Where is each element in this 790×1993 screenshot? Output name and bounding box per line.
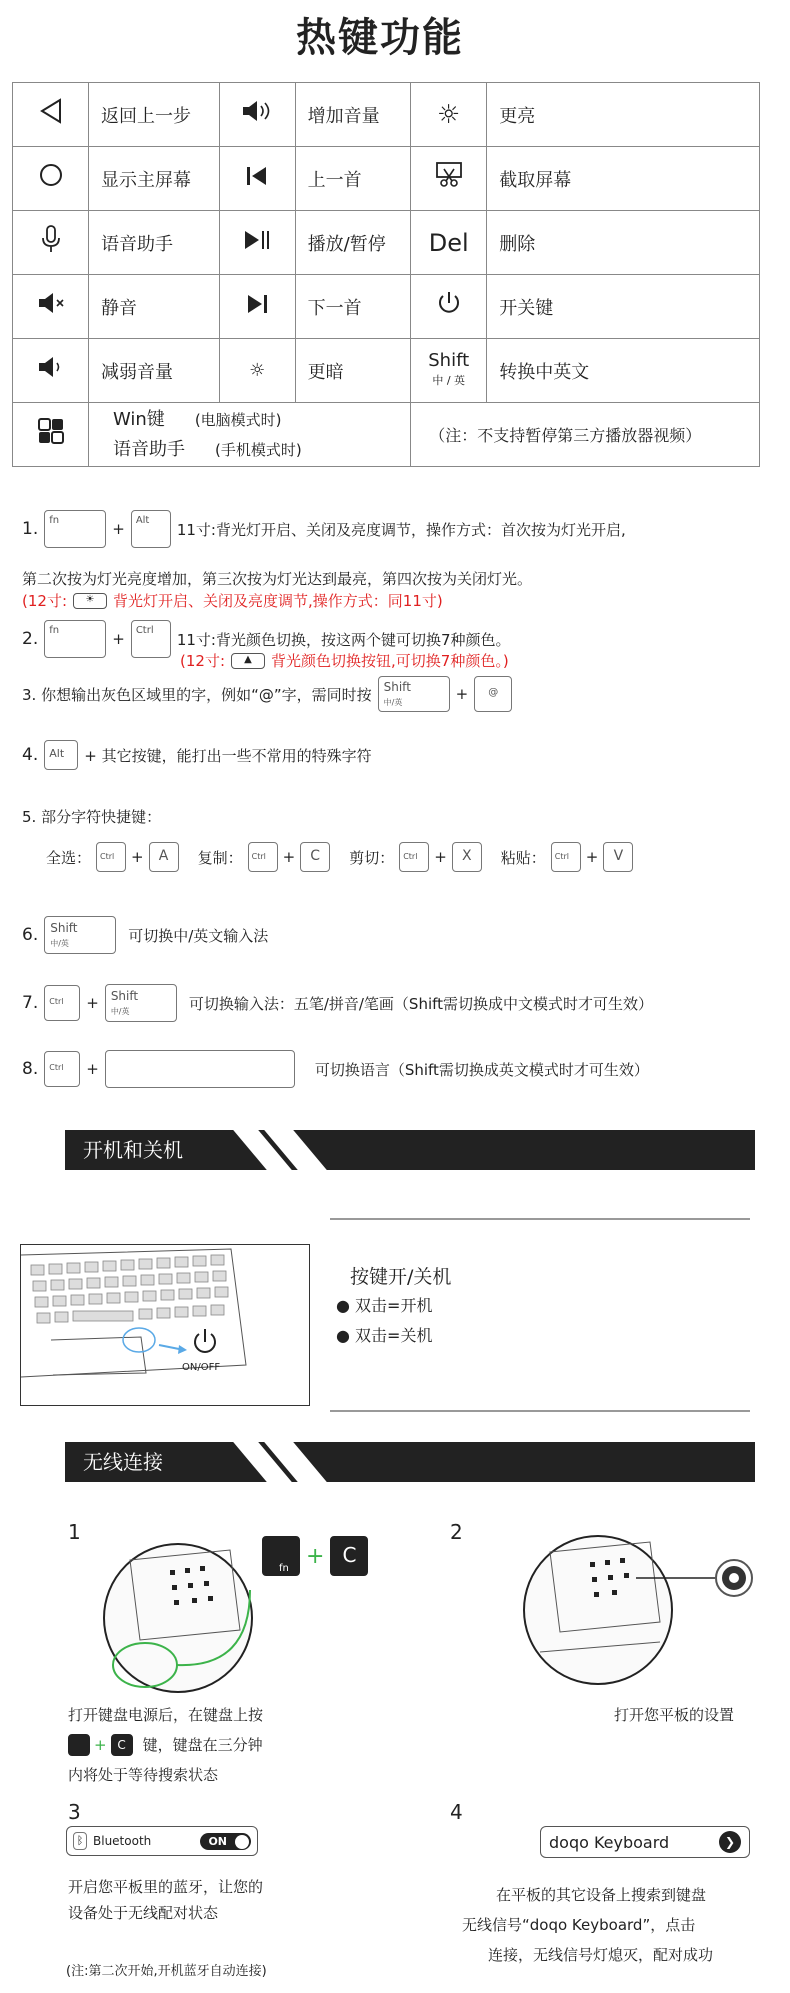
step-3-note: (注:第二次开始,开机蓝牙自动连接) xyxy=(66,1964,267,1979)
shift-key-sub: 中 / 英 xyxy=(432,373,466,387)
wireless-section-header xyxy=(65,1442,755,1482)
space-key xyxy=(105,1050,295,1088)
instruction-8 xyxy=(22,1050,649,1088)
c-key: C xyxy=(330,1536,368,1576)
fn-key: fn xyxy=(44,510,106,548)
hotkey-label: 显示主屏幕 xyxy=(89,147,220,211)
step-1-text-c: 内将处于等待搜索状态 xyxy=(68,1766,219,1784)
bullet-text: 双击=关机 xyxy=(355,1326,433,1345)
win-mode-phone: (手机模式时) xyxy=(215,440,302,459)
instruction-number: 1. xyxy=(22,519,39,539)
hotkey-label: 转换中英文 xyxy=(487,339,760,403)
bullet-text: 双击=开机 xyxy=(355,1296,433,1315)
backlight-key-icon: ☀ xyxy=(73,593,107,609)
voice-assistant-label: 语音助手 xyxy=(113,438,185,460)
play-pause-icon xyxy=(219,211,295,275)
instruction-text: 11寸:背光灯开启、关闭及亮度调节，操作方式：首次按为灯光开启, xyxy=(176,520,626,539)
cut-label: 剪切： xyxy=(349,848,395,867)
hotkey-label: 增加音量 xyxy=(295,83,411,147)
step-1-line2 xyxy=(68,1730,263,1765)
hotkey-label: 上一首 xyxy=(295,147,411,211)
instruction-text: 3. 你想输出灰色区域里的字，例如“@”字，需同时按 xyxy=(22,685,372,704)
bluetooth-toggle[interactable] xyxy=(200,1833,251,1850)
shift-key-text: Shift xyxy=(428,349,470,371)
toggle-label: ON xyxy=(208,1834,227,1848)
hotkey-label: 播放/暂停 xyxy=(295,211,411,275)
back-icon xyxy=(13,83,89,147)
page-title: 热键功能 xyxy=(296,15,464,61)
instruction-7 xyxy=(22,984,653,1022)
keyboard-illustration xyxy=(20,1244,310,1406)
instruction-1-line2: 第二次按为灯光亮度增加，第三次按为灯光达到最亮，第四次按为关闭灯光。 xyxy=(22,570,533,588)
step-1-text-a: 打开键盘电源后，在键盘上按 xyxy=(68,1706,264,1724)
instruction-text: 11寸:背光颜色切换，按这两个键可切换7种颜色。 xyxy=(176,630,511,649)
hotkey-label: 减弱音量 xyxy=(89,339,220,403)
step-2-number: 2 xyxy=(450,1520,463,1544)
volume-down-icon xyxy=(13,339,89,403)
hotkey-label: 开关键 xyxy=(487,275,760,339)
power-section-header xyxy=(65,1130,755,1170)
instruction-text: 可切换输入法：五笔/拼音/笔画（Shift需切换成中文模式时才可生效） xyxy=(188,994,654,1013)
step-4-number: 4 xyxy=(450,1800,463,1824)
a-key: A xyxy=(149,842,179,872)
shift-key-text: Shift xyxy=(383,680,411,694)
power-bullet-2: ● 双击=关机 xyxy=(336,1326,433,1345)
v-key: V xyxy=(603,842,633,872)
fn-c-keys xyxy=(262,1536,368,1576)
step-3-text-a: 开启您平板里的蓝牙，让您的 xyxy=(68,1878,264,1896)
divider xyxy=(330,1410,750,1412)
power-icon xyxy=(190,1326,220,1360)
alt-key: Alt xyxy=(44,740,78,770)
c-key: C xyxy=(111,1734,133,1756)
power-bullet-1: ● 双击=开机 xyxy=(336,1296,433,1315)
paste-label: 粘贴： xyxy=(500,848,546,867)
ctrl-key: Ctrl xyxy=(96,842,126,872)
hotkey-label: 返回上一步 xyxy=(89,83,220,147)
instruction-text: 可切换语言（Shift需切换成英文模式时才可生效） xyxy=(314,1060,649,1079)
shift-key-sub: 中/英 xyxy=(110,1007,130,1016)
instruction-number: 7. xyxy=(22,993,39,1013)
microphone-icon xyxy=(13,211,89,275)
bluetooth-setting-row xyxy=(66,1826,258,1856)
instruction-1 xyxy=(22,510,626,548)
fn-key: fn xyxy=(44,620,106,658)
select-all-label: 全选： xyxy=(46,848,92,867)
shift-key xyxy=(378,676,450,712)
ctrl-key: Ctrl xyxy=(399,842,429,872)
instruction-4 xyxy=(22,740,372,770)
table-note: （注：不支持暂停第三方播放器视频） xyxy=(411,403,760,467)
section-title: 开机和关机 xyxy=(83,1138,183,1162)
plus-sign: + xyxy=(112,520,125,538)
win-mode-pc: (电脑模式时) xyxy=(194,410,282,429)
del-key-icon: Del xyxy=(411,211,487,275)
ctrl-key: Ctrl xyxy=(44,985,80,1021)
shift-key-sub: 中/英 xyxy=(383,698,403,707)
power-icon xyxy=(411,275,487,339)
tablet-settings-illustration xyxy=(520,1532,760,1696)
step-3-number: 3 xyxy=(68,1800,81,1824)
hotkey-label: 更亮 xyxy=(487,83,760,147)
win-key-label: Win键 xyxy=(113,408,165,430)
plus-sign: + xyxy=(112,630,125,648)
shift-key xyxy=(105,984,177,1022)
home-icon xyxy=(13,147,89,211)
fn-key: fn xyxy=(68,1734,90,1756)
instruction-6 xyxy=(22,916,268,954)
power-title: 按键开/关机 xyxy=(350,1266,452,1288)
step-4-text-b: 无线信号“doqo Keyboard”，点击 xyxy=(462,1916,696,1934)
shift-key xyxy=(44,916,116,954)
next-track-icon xyxy=(219,275,295,339)
red-prefix: (12寸: xyxy=(22,592,67,610)
shortcut-row: 全选： Ctrl + A 复制： Ctrl + C 剪切： Ctrl + X 粘贴： Ctrl + V xyxy=(46,842,633,872)
shift-key-sub: 中/英 xyxy=(50,939,69,948)
ctrl-key: Ctrl xyxy=(44,1051,80,1087)
plus-sign: + xyxy=(455,685,469,703)
section-title: 无线连接 xyxy=(83,1450,163,1474)
instruction-1-red xyxy=(22,590,443,611)
hotkey-label: 删除 xyxy=(487,211,760,275)
hotkey-label: 更暗 xyxy=(295,339,411,403)
instruction-text: + 其它按键，能打出一些不常用的特殊字符 xyxy=(84,746,372,765)
onoff-label: ON/OFF xyxy=(182,1362,221,1373)
plus-sign: + xyxy=(86,994,99,1012)
windows-icon xyxy=(13,403,89,467)
hotkey-label: 静音 xyxy=(89,275,220,339)
fn-key: fn xyxy=(262,1536,300,1576)
toggle-knob xyxy=(235,1835,249,1849)
instruction-3 xyxy=(22,676,512,712)
hotkey-label: 语音助手 xyxy=(89,211,220,275)
mute-icon xyxy=(13,275,89,339)
hotkey-label: 下一首 xyxy=(295,275,411,339)
instruction-text: 可切换中/英文输入法 xyxy=(128,926,269,945)
hotkey-table xyxy=(12,82,760,467)
win-key-cell xyxy=(89,403,411,467)
volume-up-icon xyxy=(219,83,295,147)
divider xyxy=(330,1218,750,1220)
red-text: 背光灯开启、关闭及亮度调节,操作方式：同11寸) xyxy=(113,592,443,610)
shift-key-text: Shift xyxy=(50,921,78,935)
step-3-text-b: 设备处于无线配对状态 xyxy=(68,1904,219,1922)
plus-sign: + xyxy=(94,1736,107,1754)
bluetooth-label: Bluetooth xyxy=(93,1834,152,1848)
shift-key-text: Shift xyxy=(110,989,139,1003)
red-text: 背光颜色切换按钮,可切换7种颜色。) xyxy=(271,652,509,670)
brightness-down-icon: ☼ xyxy=(219,339,295,403)
device-arrow-icon: ❯ xyxy=(719,1831,741,1853)
number-2-key-icon: @ xyxy=(474,676,512,712)
ctrl-key: Ctrl xyxy=(131,620,171,658)
step-4-text-a: 在平板的其它设备上搜索到键盘 xyxy=(496,1886,707,1904)
instruction-number: 4. xyxy=(22,745,39,765)
hotkey-label: 截取屏幕 xyxy=(487,147,760,211)
instruction-5: 5. 部分字符快捷键： xyxy=(22,808,162,826)
c-key: C xyxy=(300,842,330,872)
instruction-2-red xyxy=(180,650,509,671)
ctrl-key: Ctrl xyxy=(551,842,581,872)
instruction-number: 6. xyxy=(22,925,39,945)
step-1-text-b: 键，键盘在三分钟 xyxy=(142,1736,263,1754)
step-1-number: 1 xyxy=(68,1520,81,1544)
step-2-text: 打开您平板的设置 xyxy=(614,1706,735,1724)
device-row[interactable] xyxy=(540,1826,750,1858)
step-4-text-c: 连接，无线信号灯熄灭，配对成功 xyxy=(488,1946,714,1964)
instruction-number: 2. xyxy=(22,629,39,649)
color-key-icon: ▲ xyxy=(231,653,265,669)
alt-key: Alt xyxy=(131,510,171,548)
copy-label: 复制： xyxy=(197,848,243,867)
screenshot-icon xyxy=(411,147,487,211)
device-name: doqo Keyboard xyxy=(549,1832,670,1852)
instruction-number: 8. xyxy=(22,1059,39,1079)
brightness-up-icon: ☼ xyxy=(411,83,487,147)
shift-key-icon xyxy=(411,339,487,403)
plus-sign: + xyxy=(306,1543,325,1569)
previous-track-icon xyxy=(219,147,295,211)
x-key: X xyxy=(452,842,482,872)
plus-sign: + xyxy=(86,1060,99,1078)
bluetooth-icon: ᛒ xyxy=(73,1832,87,1850)
ctrl-key: Ctrl xyxy=(248,842,278,872)
red-prefix: (12寸: xyxy=(180,652,225,670)
